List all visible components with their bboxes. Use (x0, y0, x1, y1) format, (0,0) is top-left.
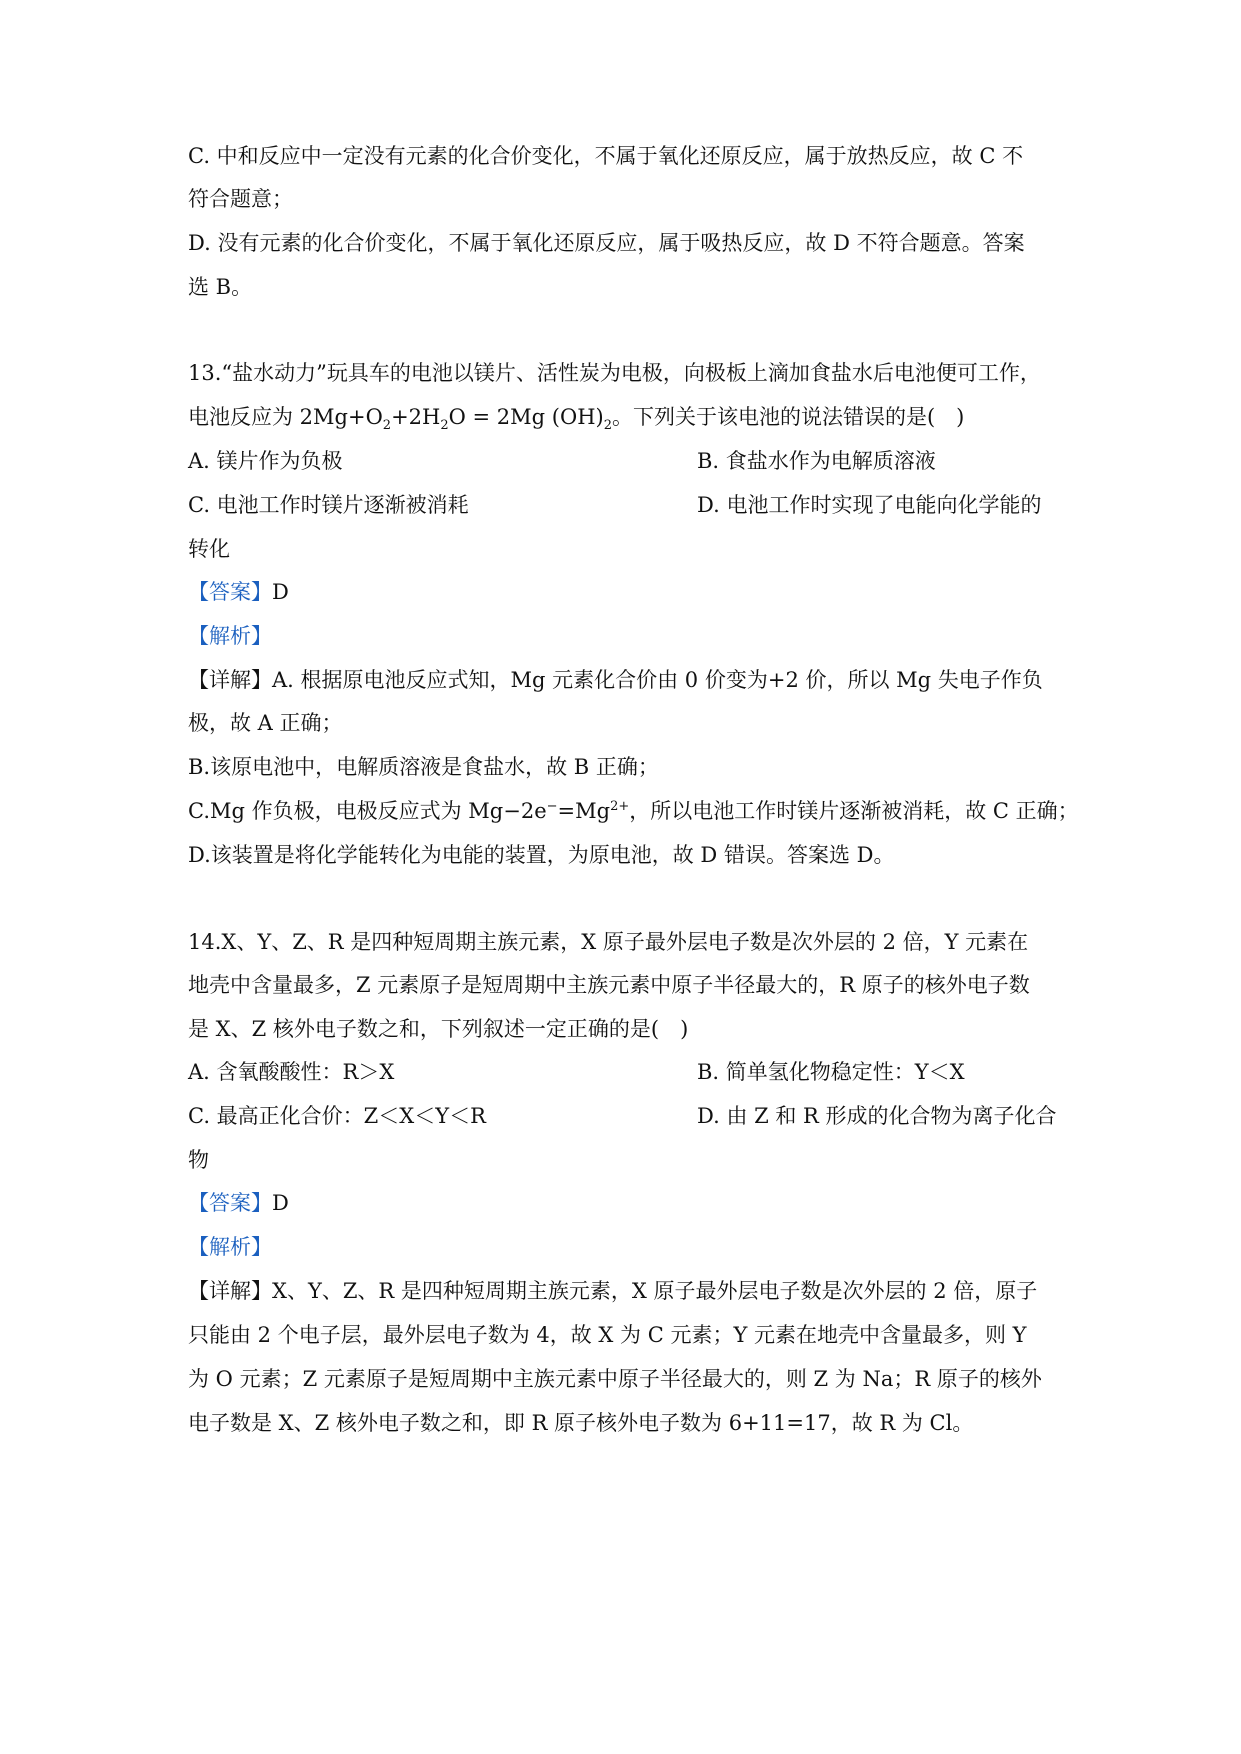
q14-answer-value: D (272, 1191, 289, 1215)
q12-option-d-line2: 选 B。 (188, 275, 253, 299)
q13-stem-line2 (188, 402, 964, 432)
q13-option-d-line1: D. 电池工作时实现了电能向化学能的 (697, 493, 1042, 517)
q14-detail-tag: 【详解】 (188, 1279, 272, 1303)
q13-formula-part: 电池反应为 2Mg+O (188, 405, 383, 429)
q12-option-c-line1: C. 中和反应中一定没有元素的化合价变化，不属于氧化还原反应，属于放热反应，故 C 不 (188, 144, 1024, 168)
q14-option-c: C. 最高正化合价：Z＜X＜Y＜R (188, 1104, 486, 1128)
q13-answer-value: D (272, 580, 289, 604)
q13-formula-subscript: 2 (440, 418, 449, 434)
q12-option-c-line2: 符合题意； (188, 187, 293, 211)
q13-formula-part: O = 2Mg (OH) (448, 405, 604, 429)
q13-formula-subscript: 2 (382, 418, 392, 434)
q13-detail-c (188, 796, 1079, 826)
q13-detail-c-superscript: 2+ (610, 799, 630, 814)
q13-detail-c-superscript: − (546, 799, 558, 814)
q14-option-b: B. 简单氢化物稳定性：Y＜X (697, 1060, 965, 1084)
q13-detail-tag: 【详解】 (188, 668, 272, 692)
q13-detail-d: D.该装置是将化学能转化为电能的装置，为原电池，故 D 错误。答案选 D。 (188, 843, 895, 867)
q14-detail-line1 (188, 1276, 1037, 1306)
q13-option-d-line2: 转化 (188, 537, 230, 561)
q14-option-d-line1: D. 由 Z 和 R 形成的化合物为离子化合 (697, 1104, 1057, 1128)
q13-formula-subscript: 2 (603, 418, 612, 434)
q12-option-d-line1: D. 没有元素的化合价变化，不属于氧化还原反应，属于吸热反应，故 D 不符合题意。答案 (188, 231, 1025, 255)
q14-option-d-line2: 物 (188, 1148, 209, 1172)
q13-detail-b: B.该原电池中，电解质溶液是食盐水，故 B 正确； (188, 755, 659, 779)
q13-detail-a-line1 (188, 665, 1043, 695)
q14-detail-text: X、Y、Z、R 是四种短周期主族元素，X 原子最外层电子数是次外层的 2 倍，原子 (272, 1279, 1038, 1303)
q14-detail-line4: 电子数是 X、Z 核外电子数之和，即 R 原子核外电子数为 6+11=17，故 R 为 Cl。 (188, 1411, 974, 1435)
q13-detail-c-part: C.Mg 作负极，电极反应式为 Mg−2e (188, 799, 547, 823)
q13-detail-a-text: A. 根据原电池反应式知，Mg 元素化合价由 0 价变为+2 价，所以 Mg 失电子作负 (272, 668, 1043, 692)
q14-detail-line2: 只能由 2 个电子层，最外层电子数为 4，故 X 为 C 元素；Y 元素在地壳中含量最多，则 Y (188, 1323, 1027, 1347)
q13-detail-c-part: =Mg (557, 799, 611, 823)
q14-analysis-tag: 【解析】 (188, 1235, 272, 1259)
q13-stem-line1: 13.“盐水动力”玩具车的电池以镁片、活性炭为电极，向极板上滴加食盐水后电池便可工作， (188, 361, 1041, 385)
q13-formula-part: +2H (391, 405, 441, 429)
q13-detail-c-part: ，所以电池工作时镁片逐渐被消耗，故 C 正确； (629, 799, 1079, 823)
q13-analysis-tag: 【解析】 (188, 624, 272, 648)
q14-stem-line1: 14.X、Y、Z、R 是四种短周期主族元素，X 原子最外层电子数是次外层的 2 倍，Y 元素在 (188, 930, 1029, 954)
q14-answer (188, 1188, 289, 1218)
q13-detail-a-line2: 极，故 A 正确； (188, 711, 343, 735)
q14-option-a: A. 含氧酸酸性：R＞X (188, 1060, 395, 1084)
q13-option-b: B. 食盐水作为电解质溶液 (697, 449, 936, 473)
q14-stem-line2: 地壳中含量最多，Z 元素原子是短周期中主族元素中原子半径最大的，R 原子的核外电子数 (188, 973, 1030, 997)
q13-stem-question: 。下列关于该电池的说法错误的是( ) (611, 405, 965, 429)
q13-answer-tag: 【答案】 (188, 580, 272, 604)
q13-option-a: A. 镁片作为负极 (188, 449, 343, 473)
q14-detail-line3: 为 O 元素；Z 元素原子是短周期中主族元素中原子半径最大的，则 Z 为 Na；R 原子的核外 (188, 1367, 1042, 1391)
q14-stem-line3: 是 X、Z 核外电子数之和，下列叙述一定正确的是( ) (188, 1017, 689, 1041)
q13-option-c: C. 电池工作时镁片逐渐被消耗 (188, 493, 469, 517)
q14-answer-tag: 【答案】 (188, 1191, 272, 1215)
q13-answer (188, 577, 289, 607)
